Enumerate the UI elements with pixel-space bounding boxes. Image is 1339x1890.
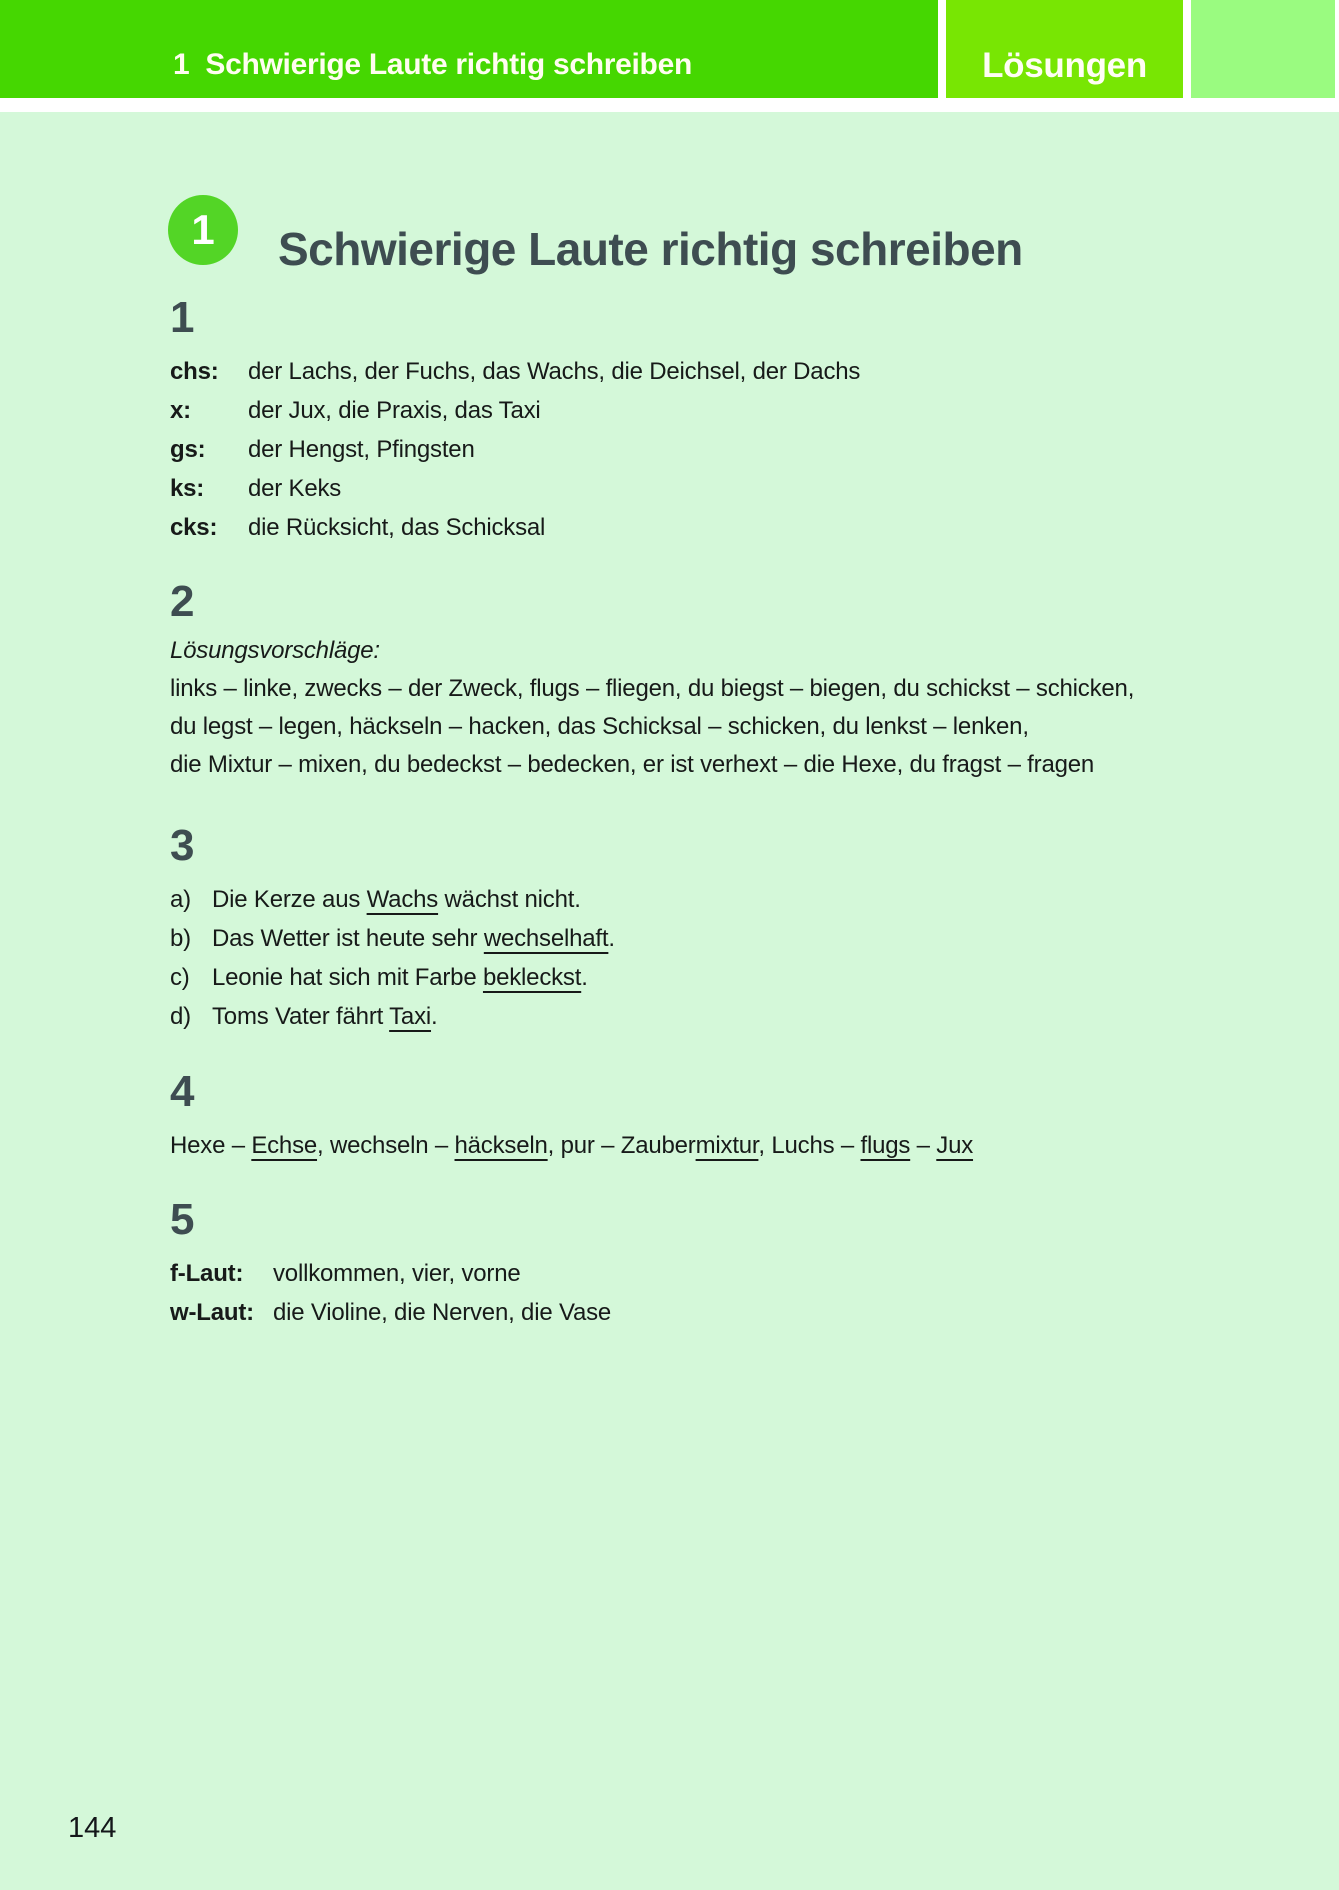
answer-fragment: Hexe – bbox=[170, 1132, 252, 1159]
section-3-number: 3 bbox=[170, 821, 195, 870]
chapter-badge-number: 1 bbox=[191, 206, 215, 253]
answer-text: der Lachs, der Fuchs, das Wachs, die Deichsel, der Dachs bbox=[248, 358, 861, 385]
answer-item bbox=[170, 880, 1299, 919]
header-loesungen-tab bbox=[946, 0, 1183, 98]
answer-row bbox=[170, 469, 1299, 508]
answer-label: ks: bbox=[170, 475, 205, 502]
answer-item bbox=[170, 997, 1299, 1036]
section-2-number: 2 bbox=[170, 577, 195, 626]
item-text bbox=[212, 958, 588, 997]
answer-line: links – linke, zwecks – der Zweck, flugs – fliegen, du biegst – biegen, du schickst – schicken, bbox=[170, 675, 1135, 702]
item-marker: d) bbox=[170, 1003, 191, 1030]
answer-text: die Violine, die Nerven, die Vase bbox=[273, 1299, 612, 1326]
underlined-answer-word: wechselhaft bbox=[483, 925, 609, 952]
answer-row bbox=[170, 391, 1299, 430]
answer-fragment: , pur – Zauber bbox=[547, 1132, 696, 1159]
answer-line: du legst – legen, häckseln – hacken, das Schicksal – schicken, du lenkst – lenken, bbox=[170, 713, 1029, 740]
underlined-answer-word: Jux bbox=[936, 1132, 974, 1159]
item-marker: b) bbox=[170, 925, 191, 952]
section-3 bbox=[170, 821, 1299, 1036]
section-1-number: 1 bbox=[170, 293, 195, 342]
answer-row bbox=[170, 430, 1299, 469]
answer-fragment: Leonie hat sich mit Farbe bbox=[212, 964, 483, 991]
header-chapter-bar bbox=[0, 0, 938, 98]
answer-text: der Keks bbox=[248, 475, 342, 502]
answer-line: die Mixtur – mixen, du bedeckst – bedecken, er ist verhext – die Hexe, du fragst – fragen bbox=[170, 751, 1095, 778]
answer-fragment: , wechseln – bbox=[317, 1132, 455, 1159]
underlined-answer-word: häckseln bbox=[454, 1132, 548, 1159]
answer-label: gs: bbox=[170, 436, 206, 463]
section-5-number: 5 bbox=[170, 1195, 195, 1244]
page-title: Schwierige Laute richtig schreiben bbox=[278, 223, 1023, 275]
item-marker: c) bbox=[170, 964, 190, 991]
header-loesungen-label: Lösungen bbox=[982, 46, 1147, 85]
section-4 bbox=[170, 1067, 1299, 1165]
answer-item bbox=[170, 958, 1299, 997]
answer-row bbox=[170, 508, 1299, 547]
answer-fragment: , Luchs – bbox=[758, 1132, 861, 1159]
page-number: 144 bbox=[68, 1812, 117, 1844]
answer-fragment: Toms Vater fährt bbox=[212, 1003, 390, 1030]
underlined-answer-word: Wachs bbox=[366, 886, 439, 913]
section-2 bbox=[170, 577, 1299, 784]
underlined-answer-word: Echse bbox=[251, 1132, 318, 1159]
item-text bbox=[212, 919, 615, 958]
answer-item bbox=[170, 919, 1299, 958]
chapter-number-badge bbox=[168, 195, 238, 265]
answer-text: vollkommen, vier, vorne bbox=[273, 1260, 521, 1287]
answer-row bbox=[170, 1254, 1299, 1293]
answer-text: die Rücksicht, das Schicksal bbox=[248, 514, 546, 541]
item-text bbox=[212, 880, 581, 919]
answer-line bbox=[170, 1126, 1299, 1165]
section-5 bbox=[170, 1195, 1299, 1332]
answer-fragment: . bbox=[431, 1003, 438, 1030]
answer-text: der Hengst, Pfingsten bbox=[248, 436, 475, 463]
answer-fragment: wächst nicht. bbox=[438, 886, 581, 913]
answer-fragment: Die Kerze aus bbox=[212, 886, 367, 913]
answer-label: x: bbox=[170, 397, 191, 424]
answer-row bbox=[170, 1293, 1299, 1332]
answer-label: chs: bbox=[170, 358, 219, 385]
item-text bbox=[212, 997, 437, 1036]
underlined-answer-word: Taxi bbox=[389, 1003, 432, 1030]
section-4-number: 4 bbox=[170, 1067, 195, 1116]
answer-row bbox=[170, 352, 1299, 391]
underlined-answer-word: flugs bbox=[860, 1132, 911, 1159]
item-marker: a) bbox=[170, 886, 191, 913]
header-chapter-number: 1 bbox=[173, 48, 190, 81]
underlined-answer-word: mixtur bbox=[695, 1132, 759, 1159]
underlined-answer-word: bekleckst bbox=[482, 964, 582, 991]
answer-label: w-Laut: bbox=[170, 1299, 254, 1326]
answer-label: f-Laut: bbox=[170, 1260, 244, 1287]
section-2-intro: Lösungsvorschläge: bbox=[170, 637, 380, 664]
answer-label: cks: bbox=[170, 514, 218, 541]
header-accent-block bbox=[1191, 0, 1335, 98]
answer-fragment: Das Wetter ist heute sehr bbox=[212, 925, 484, 952]
answer-fragment: – bbox=[910, 1132, 937, 1159]
answer-text: der Jux, die Praxis, das Taxi bbox=[248, 397, 541, 424]
section-1 bbox=[170, 293, 1299, 547]
answer-fragment: . bbox=[581, 964, 588, 991]
answer-fragment: . bbox=[608, 925, 615, 952]
header-chapter-title: Schwierige Laute richtig schreiben bbox=[205, 48, 692, 81]
